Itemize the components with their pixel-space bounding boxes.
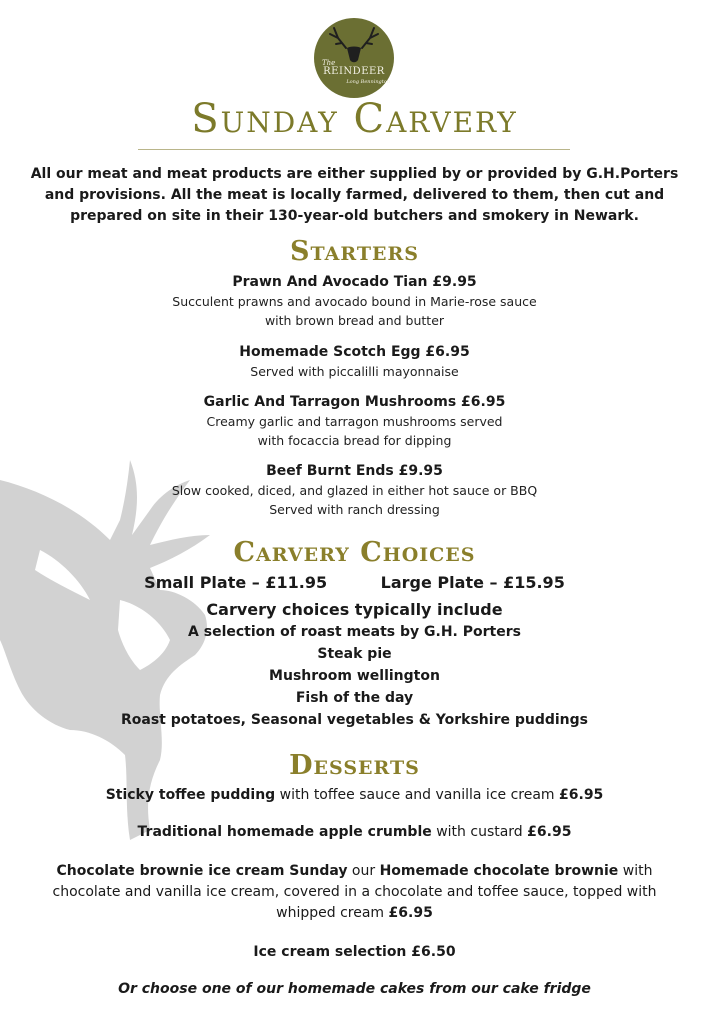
large-plate-price: Large Plate – £15.95 <box>380 573 565 592</box>
logo-name: REINDEER <box>323 66 385 77</box>
dessert-item <box>24 942 685 963</box>
carvery-item: Steak pie <box>317 646 392 662</box>
dessert-name: Traditional homemade apple crumble <box>137 824 432 840</box>
carvery-list <box>0 599 709 731</box>
starters-heading: Starters <box>290 236 419 267</box>
carvery-heading: Carvery Choices <box>233 537 476 568</box>
plate-prices <box>0 573 709 592</box>
dessert-desc: with toffee sauce and vanilla ice cream <box>275 787 560 803</box>
dessert-item <box>24 822 685 843</box>
reindeer-logo <box>314 18 394 98</box>
starter-desc: Served with piccalilli mayonnaise <box>250 364 459 379</box>
stag-head-icon <box>314 18 394 98</box>
dessert-desc: with custard <box>431 824 528 840</box>
page-title: Sunday Carvery <box>191 96 518 142</box>
starter-name: Beef Burnt Ends £9.95 <box>266 463 443 479</box>
carvery-lead: Carvery choices typically include <box>206 600 503 619</box>
dessert-item <box>24 861 685 924</box>
starter-item <box>20 273 689 330</box>
starter-item <box>20 462 689 519</box>
closing-note: Or choose one of our homemade cakes from our cake fridge <box>118 981 591 997</box>
carvery-item: Mushroom wellington <box>269 668 440 684</box>
dessert-name: Homemade chocolate brownie <box>379 863 619 879</box>
dessert-price: £6.95 <box>388 905 433 921</box>
carvery-item: Fish of the day <box>295 690 414 706</box>
starter-item <box>20 393 689 450</box>
starter-desc: Creamy garlic and tarragon mushrooms served <box>206 414 503 429</box>
dessert-name: Ice cream selection £6.50 <box>253 944 456 960</box>
logo-the: The <box>322 59 336 67</box>
intro-paragraph: All our meat and meat products are either supplied by or provided by G.H.Porters and provisions. All the meat is locally farmed, delivered to them, then cut and prepared on site in their 130-year-old butchers and smokery in Newark. <box>30 166 679 224</box>
starter-item <box>20 343 689 381</box>
dessert-price: £6.95 <box>527 824 572 840</box>
starter-desc: Slow cooked, diced, and glazed in either hot sauce or BBQ <box>171 483 538 498</box>
starter-desc: with focaccia bread for dipping <box>257 433 452 448</box>
dessert-name: Sticky toffee pudding <box>105 787 276 803</box>
dessert-desc: our <box>347 863 380 879</box>
dessert-desc: with chocolate and vanilla ice cream, covered in a chocolate and toffee sauce, topped with whipped cream <box>52 863 657 921</box>
carvery-item: Roast potatoes, Seasonal vegetables & Yorkshire puddings <box>120 712 588 728</box>
title-divider <box>138 149 570 150</box>
starter-desc: with brown bread and butter <box>264 313 445 328</box>
starter-desc: Succulent prawns and avocado bound in Marie-rose sauce <box>172 294 537 309</box>
carvery-item: A selection of roast meats by G.H. Porters <box>188 624 521 640</box>
small-plate-price: Small Plate – £11.95 <box>144 573 328 592</box>
starter-name: Prawn And Avocado Tian £9.95 <box>232 274 477 290</box>
starter-name: Homemade Scotch Egg £6.95 <box>239 344 470 360</box>
dessert-item <box>24 785 685 806</box>
dessert-name: Chocolate brownie ice cream Sunday <box>56 863 348 879</box>
desserts-heading: Desserts <box>289 750 420 781</box>
dessert-price: £6.95 <box>559 787 604 803</box>
starter-desc: Served with ranch dressing <box>269 502 440 517</box>
logo-subtitle: Long Bennington <box>346 79 390 85</box>
starter-name: Garlic And Tarragon Mushrooms £6.95 <box>203 394 506 410</box>
